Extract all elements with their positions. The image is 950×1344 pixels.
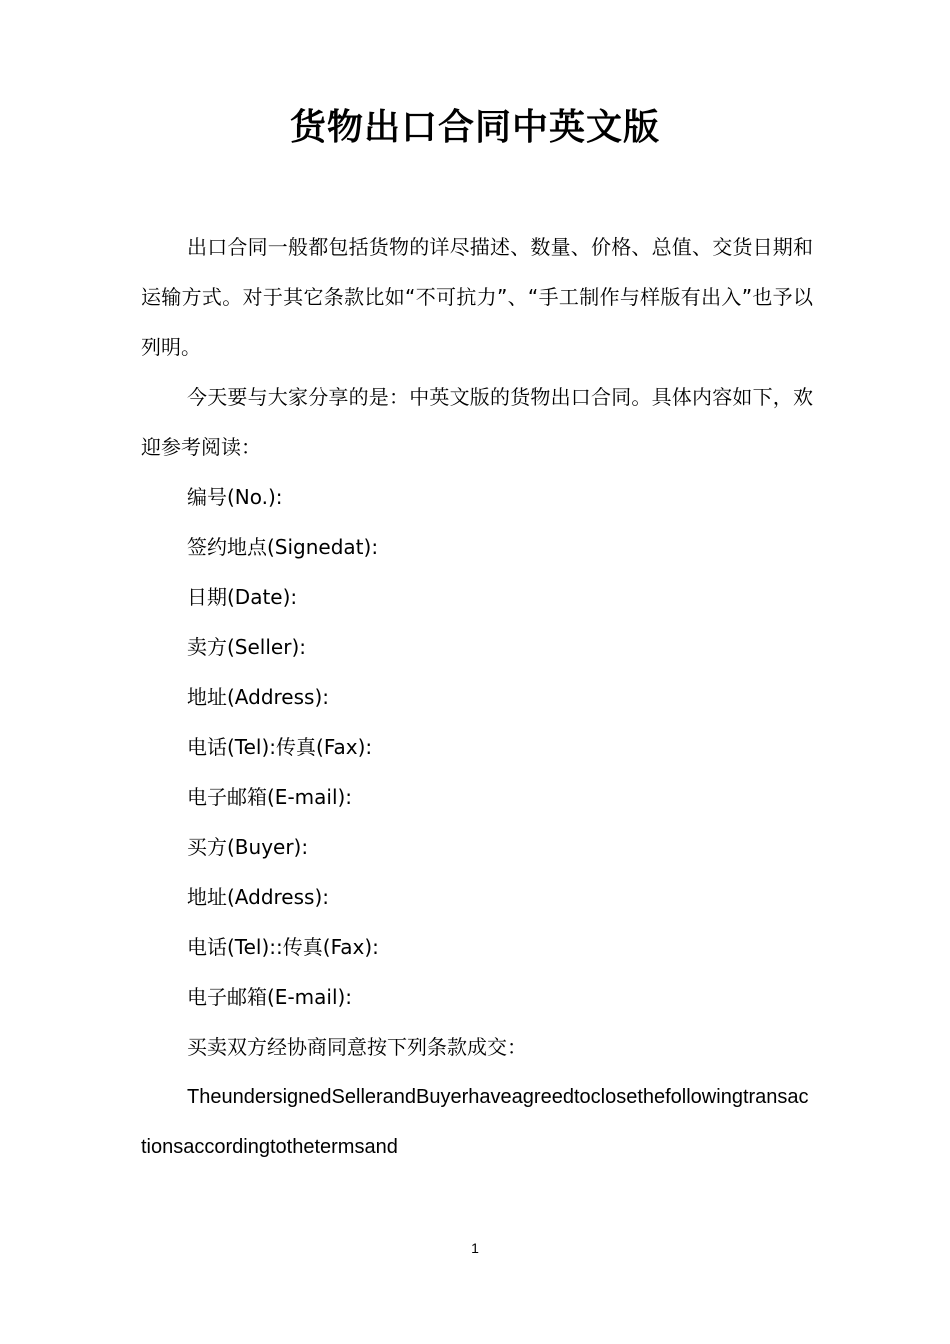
field-date: 日期(Date): [187,585,298,609]
document-title: 货物出口合同中英文版 [289,107,660,148]
agreement-chinese: 买卖双方经协商同意按下列条款成交： [187,1035,527,1059]
field-seller-phone-fax: 电话(Tel):传真(Fax): [187,735,373,759]
page-number: 1 [471,1240,479,1256]
intro-paragraph-1: 出口合同一般都包括货物的详尽描述、数量、价格、总值、交货日期和运输方式。对于其它条款比如“不可抗力”、“手工制作与样版有出入”也予以列明。 [141,235,813,359]
intro-paragraph-2: 今天要与大家分享的是：中英文版的货物出口合同。具体内容如下，欢迎参考阅读： [141,385,813,459]
field-buyer-email: 电子邮箱(E-mail): [187,985,353,1009]
field-seller-email: 电子邮箱(E-mail): [187,785,353,809]
agreement-english: TheundersignedSellerandBuyerhaveagreedtoclosethefollowingtransactionsaccordingtothetermsand [141,1086,809,1158]
field-buyer-address: 地址(Address): [187,885,329,909]
field-seller-address: 地址(Address): [187,685,329,709]
document-body [141,222,813,1172]
field-buyer-phone-fax: 电话(Tel)::传真(Fax): [187,935,379,959]
field-signing-place: 签约地点(Signedat): [187,535,379,559]
field-buyer: 买方(Buyer): [187,835,309,859]
field-contract-number: 编号(No.): [187,485,283,509]
field-seller: 卖方(Seller): [187,635,306,659]
